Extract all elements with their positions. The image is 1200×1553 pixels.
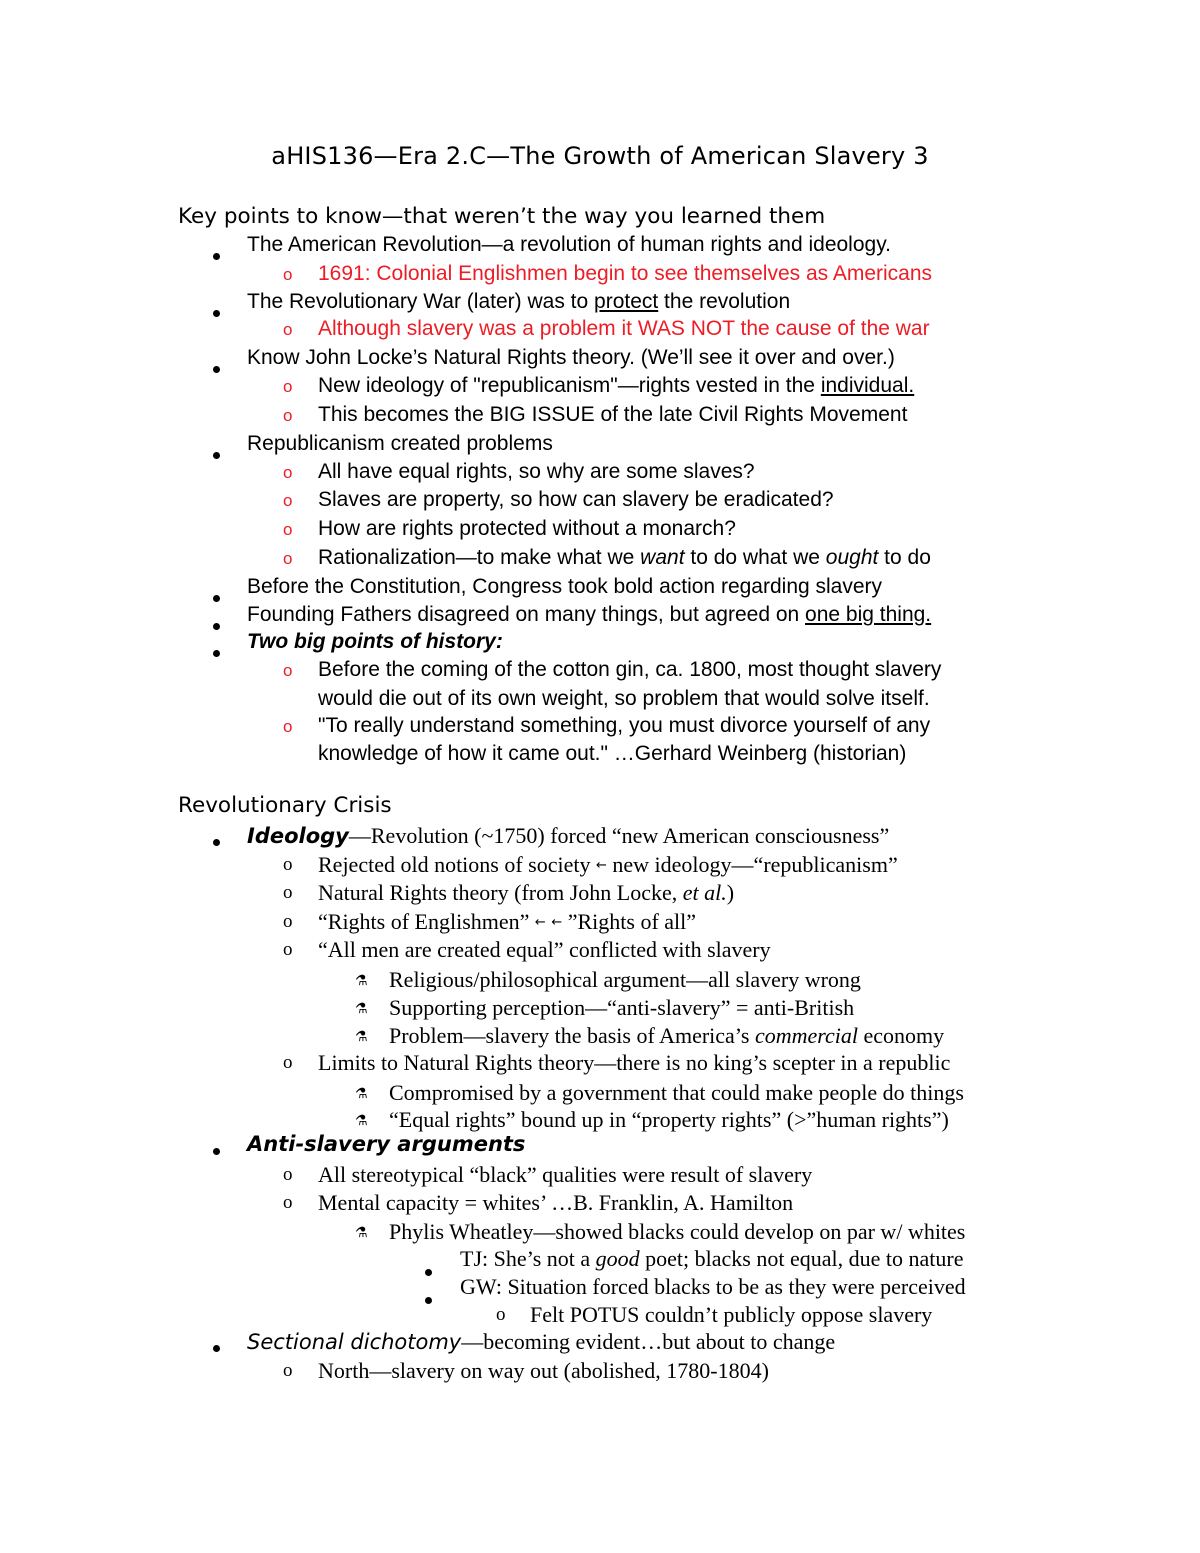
sub-bullet-icon: o bbox=[283, 1052, 293, 1073]
arrow-icon: ← bbox=[534, 915, 546, 930]
sub-bullet-icon: o bbox=[283, 854, 293, 875]
section-heading-revolutionary-crisis: Revolutionary Crisis bbox=[178, 793, 392, 818]
bullet-icon bbox=[213, 310, 220, 317]
bullet-icon bbox=[213, 366, 220, 373]
bullet-icon bbox=[213, 595, 220, 602]
wingding-icon: ⚗ bbox=[355, 1001, 368, 1017]
bullet-icon bbox=[213, 452, 220, 459]
sub-bullet-icon: o bbox=[283, 549, 293, 568]
sub-bullet-icon: o bbox=[283, 406, 293, 425]
sub-bullet-icon: o bbox=[283, 265, 293, 284]
arrow-icon: ← bbox=[596, 858, 607, 873]
sub-bullet-icon: o bbox=[283, 1360, 293, 1381]
bullet-icon bbox=[425, 1297, 432, 1304]
bullet-icon bbox=[213, 650, 220, 657]
sub-bullet-icon: o bbox=[283, 377, 293, 396]
document-page: aHIS136—Era 2.C—The Growth of American Slavery 3 Key points to know—that weren’t the way you learned them The American Revolution—a revolution of human rights and ideology. o 1691: Colonial Englishmen begin to see themselves as Americans The Revolutionary War (later) was to protect the revolution o Although slavery was a problem it WAS NOT the cause of the war Know John Locke’s Natural Rights theory. (We’ll see it over and over.) o New ideology of "republicanism"—rights vested in the individual. o This becomes the BIG ISSUE of the late Civil Rights Movement Republicanism created problems o All have equal rights, so why are some slaves? o Slaves are property, so how can slavery be eradicated? o How are rights protected without a monarch? o Rationalization—to make what we want to do what we ought to do Before the Constitution, Congress took bold action regarding slavery Founding Fathers disagreed on many things, but agreed on one big thing. Two big points of history: o Before the coming of the cotton gin, ca. 1800, most thought slavery would die out of its own weight, so problem that would solve itself. o "To really understand something, you must divorce yourself of any knowledge of how it came out." …Gerhard Weinberg (historian) Revolutionary Crisis Ideology—Revolution (~1750) forced “new American consciousness” o Rejected old notions of society ← new ideology—“republicanism” o Natural Rights theory (from John Locke, et al.) o “Rights of Englishmen” ← ← ”Rights of all” o “All men are created equal” conflicted with slavery ⚗ Religious/philosophical argument—all slavery wrong ⚗ Supporting perception—“anti-slavery” = anti-British ⚗ Problem—slavery the basis of America’s commercial economy o Limits to Natural Rights theory—there is no king’s scepter in a republic ⚗ Compromised by a government that could make people do things ⚗ “Equal rights” bound up in “property rights” (>”human rights”) Anti-slavery arguments o All stereotypical “black” qualities were result of slavery o Mental capacity = whites’ …B. Franklin, A. Hamilton ⚗ Phylis Wheatley—showed blacks could develop on par w/ whites TJ: She’s not a good poet; blacks not equal, due to nature GW: Situation forced blacks to be as they were perceived o Felt POTUS couldn’t publicly oppose slavery Sectional dichotomy—becoming evident…but about to change o North—slavery on way out (abolished, 1780-1804) bbox=[0, 0, 1200, 1553]
sub-bullet-icon: o bbox=[283, 1164, 293, 1185]
sub-bullet-icon: o bbox=[283, 520, 293, 539]
sub-bullet-icon: o bbox=[283, 882, 293, 903]
bullet-icon bbox=[213, 1148, 220, 1155]
bullet-icon bbox=[213, 839, 220, 846]
bullet-icon bbox=[213, 1345, 220, 1352]
wingding-icon: ⚗ bbox=[355, 1225, 368, 1241]
sub-bullet-icon: o bbox=[283, 911, 293, 932]
wingding-icon: ⚗ bbox=[355, 1086, 368, 1102]
sub-bullet-icon: o bbox=[283, 463, 293, 482]
sub-bullet-icon: o bbox=[283, 717, 293, 736]
wingding-icon: ⚗ bbox=[355, 1029, 368, 1045]
sub-bullet-icon: o bbox=[283, 661, 293, 680]
document-title: aHIS136—Era 2.C—The Growth of American Slavery 3 bbox=[271, 142, 929, 170]
sub-bullet-icon: o bbox=[283, 1192, 293, 1213]
sub-bullet-icon: o bbox=[283, 320, 293, 339]
bullet-icon bbox=[425, 1269, 432, 1276]
arrow-icon: ← bbox=[551, 915, 563, 930]
sub-bullet-icon: o bbox=[496, 1304, 506, 1325]
bullet-icon bbox=[213, 253, 220, 260]
wingding-icon: ⚗ bbox=[355, 1113, 368, 1129]
section-heading-key-points: Key points to know—that weren’t the way you learned them bbox=[178, 204, 826, 229]
sub-bullet-icon: o bbox=[283, 939, 293, 960]
wingding-icon: ⚗ bbox=[355, 973, 368, 989]
sub-bullet-icon: o bbox=[283, 491, 293, 510]
bullet-icon bbox=[213, 623, 220, 630]
